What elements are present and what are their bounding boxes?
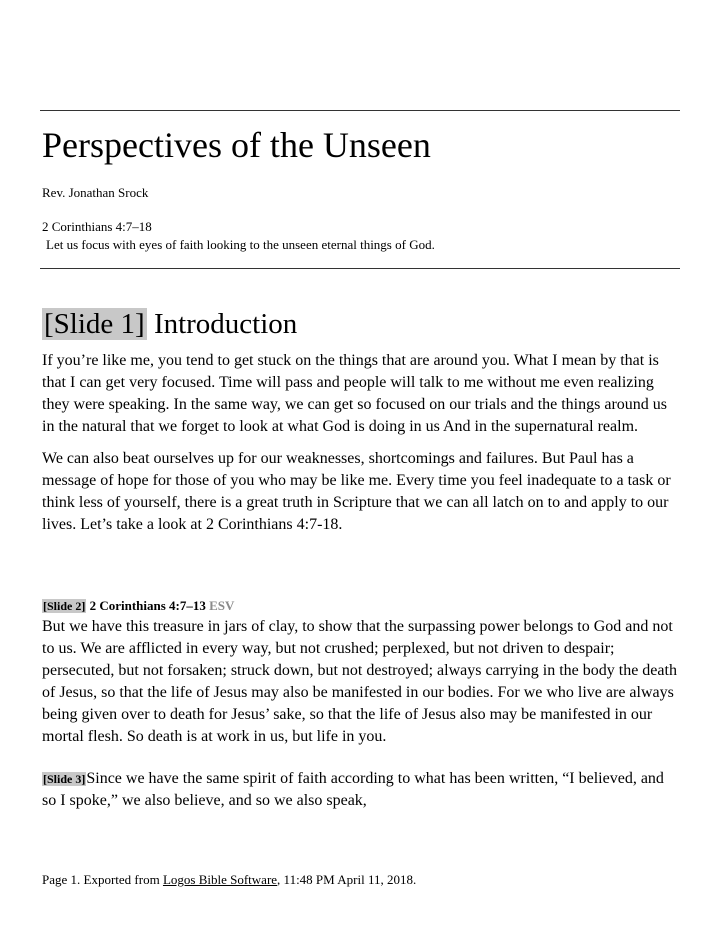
intro-heading (42, 305, 297, 343)
bible-version: ESV (209, 598, 235, 613)
author: Rev. Jonathan Srock (42, 185, 149, 200)
passage-2 (42, 768, 682, 812)
footer-suffix: , 11:48 PM April 11, 2018. (277, 872, 417, 887)
header-bottom-rule (40, 268, 680, 269)
scripture-reference: 2 Corinthians 4:7–18 (42, 219, 152, 234)
footer-prefix: Page 1. Exported from (42, 872, 163, 887)
passage-text (42, 616, 682, 748)
top-rule (40, 110, 680, 111)
intro-heading-text: Introduction (153, 308, 298, 340)
intro-paragraph-1: If you’re like me, you tend to get stuck on the things that are around you. What I mean by that is that I can get very focused. Time will pass and people will talk to me without me even realizing they were speaking. In the same way, we can get so focused on our trials and the things around us in the natural that we forget to look at what God is doing in us And in the supernatural realm. (42, 352, 668, 435)
intro-body (42, 350, 682, 536)
slide-2-tag: [Slide 2] (43, 599, 86, 613)
passage-paragraph: But we have this treasure in jars of clay, to show that the surpassing power belongs to God and not to us. We are afflicted in every way, but not crushed; perplexed, but not driven to despair; persecuted, but not forsaken; struck down, but not destroyed; always carrying in the body the death of Jesus, so that the life of Jesus may also be manifested in our bodies. For we who live are always being given over to death for Jesus’ sake, so that the life of Jesus also may be manifested in our mortal flesh. So death is at work in us, but life in you. (42, 618, 677, 745)
passage-2-text: Since we have the same spirit of faith according to what has been written, “I believed, and so I spoke,” we also believe, and so we also speak, (42, 770, 664, 809)
logos-link[interactable]: Logos Bible Software (162, 872, 278, 887)
intro-paragraph-2: We can also beat ourselves up for our weaknesses, shortcomings and failures. But Paul has a message of hope for those of you who may be like me. Every time you feel inadequate to a task or think less of yourself, there is a great truth in Scripture that we can all latch on to and apply to our lives. Let’s take a look at 2 Corinthians 4:7-18. (42, 450, 671, 533)
passage-reference (42, 598, 234, 614)
document-title: Perspectives of the Unseen (42, 125, 431, 165)
passage-reference-text: 2 Corinthians 4:7–13 (89, 598, 206, 613)
slide-3-tag: [Slide 3] (43, 772, 86, 786)
sermon-summary: Let us focus with eyes of faith looking to the unseen eternal things of God. (46, 237, 435, 252)
slide-1-tag: [Slide 1] (44, 308, 145, 340)
page-footer (42, 872, 416, 888)
